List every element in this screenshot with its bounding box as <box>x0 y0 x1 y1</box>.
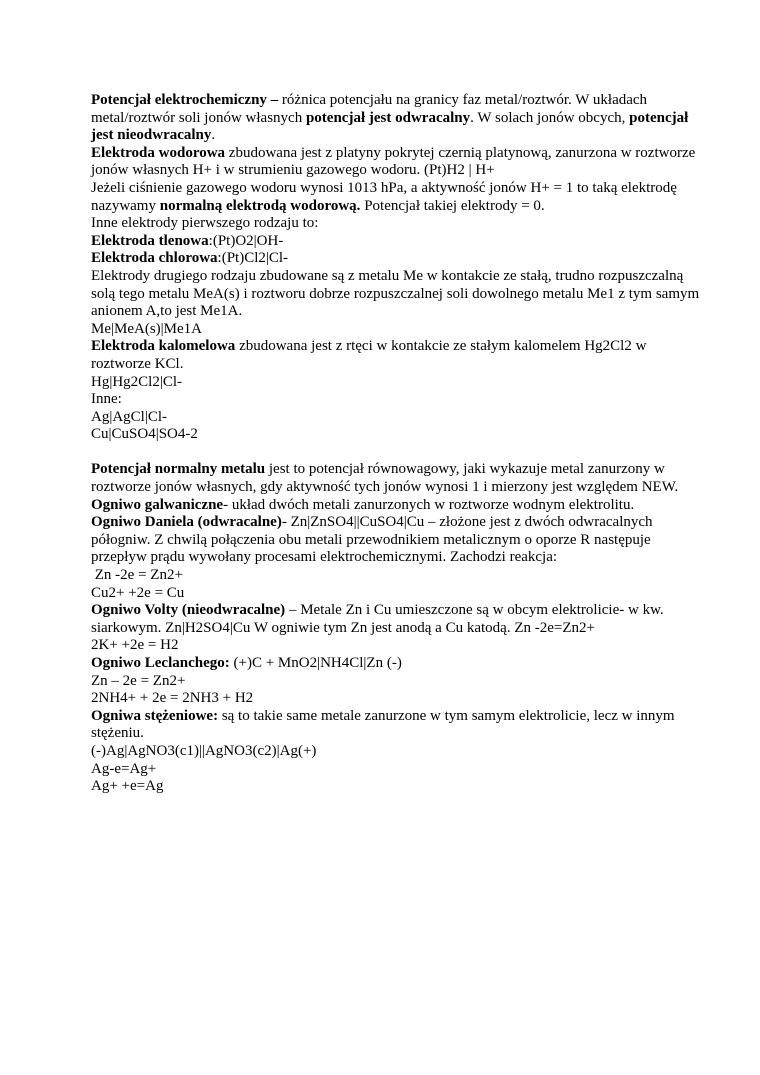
reaction-line: Ag+ +e=Ag <box>91 778 164 795</box>
formula-line: Cu|CuSO4|SO4-2 <box>91 426 198 443</box>
line-first-kind-electrodes: Inne elektrody pierwszego rodzaju to: <box>91 215 319 232</box>
text: są to takie same metale zanurzone w tym samym elektrolicie, lecz w innym stężeniu. <box>91 707 675 742</box>
line-chlorine-electrode <box>91 250 700 268</box>
paragraph-normal-hydrogen-electrode <box>91 180 700 215</box>
reaction-line: Zn – 2e = Zn2+ <box>91 672 186 689</box>
paragraph-electrochemical-potential <box>91 92 700 145</box>
paragraph-hydrogen-electrode <box>91 145 700 180</box>
text: :(Pt)Cl2|Cl- <box>217 250 289 267</box>
text: - Zn|ZnSO4||CuSO4|Cu – złożone jest z dwóch odwracalnych półogniw. Z chwilą połączenia obu metali przewodnikiem metalicznym o oporze R następuje przepływ prądu wywołany procesami elektrochemicznymi. Zachodzi reakcja: <box>91 514 653 566</box>
reaction-line: 2NH4+ + 2e = 2NH3 + H2 <box>91 690 254 707</box>
text: :(Pt)O2|OH- <box>208 232 284 249</box>
formula-line: Ag|AgCl|Cl- <box>91 408 168 425</box>
term-irreversible-potential: potencjał jest nieodwracalny <box>91 109 689 144</box>
term-hydrogen-electrode: Elektroda wodorowa <box>91 144 226 161</box>
term-leclanche-cell: Ogniwo Leclanchego: <box>91 655 230 671</box>
term-daniell-cell: Ogniwo Daniela (odwracalne) <box>91 514 282 531</box>
reaction-line: 2K+ +2e = H2 <box>91 637 179 654</box>
text: - układ dwóch metali zanurzonych w roztworze wodnym elektrolitu. <box>223 496 635 513</box>
paragraph-calomel-electrode <box>91 338 700 373</box>
text: . <box>211 127 216 144</box>
paragraph-leclanche-cell <box>91 655 700 673</box>
term-calomel-electrode: Elektroda kalomelowa <box>91 338 236 355</box>
paragraph-concentration-cells <box>91 708 700 743</box>
text: zbudowana jest z platyny pokrytej czernią platynową, zanurzona w roztworze jonów własnych H+ i w strumieniu gazowego wodoru. (Pt)H2 | H+ <box>91 144 696 179</box>
line-oxygen-electrode <box>91 233 700 251</box>
formula-line: Hg|Hg2Cl2|Cl- <box>91 373 183 390</box>
term-electrochemical-potential: Potencjał elektrochemiczny – <box>91 92 279 108</box>
text: – Metale Zn i Cu umieszczone są w obcym elektrolicie- w kw. siarkowym. Zn|H2SO4|Cu W ogniwie tym Zn jest anodą a Cu katodą. Zn -2e=Zn2+ <box>91 602 664 636</box>
paragraph-volta-cell <box>91 602 700 637</box>
text: zbudowana jest z rtęci w kontakcie ze stałym kalomelem Hg2Cl2 w roztworze KCl. <box>91 338 647 372</box>
term-reversible-potential: potencjał jest odwracalny <box>305 109 471 126</box>
reaction-line: Ag-e=Ag+ <box>91 760 157 777</box>
paragraph-normal-metal-potential <box>91 461 700 496</box>
paragraph-galvanic-cell <box>91 497 700 515</box>
text: (+)C + MnO2|NH4Cl|Zn (-) <box>229 655 402 671</box>
term-normal-metal-potential: Potencjał normalny metalu <box>91 461 266 478</box>
term-chlorine-electrode: Elektroda chlorowa <box>91 250 218 267</box>
term-volta-cell: Ogniwo Volty (nieodwracalne) <box>91 602 286 619</box>
term-concentration-cells: Ogniwa stężeniowe: <box>91 707 219 724</box>
text: różnica potencjału na granicy faz metal/roztwór. W układach metal/roztwór soli jonów własnych <box>91 92 648 126</box>
line-others: Inne: <box>91 391 122 408</box>
text: jest to potencjał równowagowy, jaki wykazuje metal zanurzony w roztworze jonów własnych, gdy aktywność tych jonów wynosi 1 i mierzony jest względem NEW. <box>91 461 679 496</box>
text: Potencjał takiej elektrody = 0. <box>360 197 545 214</box>
formula-line: Me|MeA(s)|Me1A <box>91 320 202 337</box>
reaction-line: Cu2+ +2e = Cu <box>91 584 185 601</box>
term-galvanic-cell: Ogniwo galwaniczne <box>91 496 224 513</box>
paragraph-second-kind-electrodes: Elektrody drugiego rodzaju zbudowane są z metalu Me w kontakcie ze stałą, trudno rozpuszczalną solą tego metalu MeA(s) i roztworu dobrze rozpuszczalnej soli dowolnego metalu Me1 z tym samym anionem A,to jest Me1A. <box>91 267 700 320</box>
blank-line <box>91 444 700 462</box>
text: Jeżeli ciśnienie gazowego wodoru wynosi 1013 hPa, a aktywność jonów H+ = 1 to taką elektrodę nazywamy <box>91 179 677 214</box>
term-oxygen-electrode: Elektroda tlenowa <box>91 232 209 249</box>
text: . W solach jonów obcych, <box>470 109 630 126</box>
reaction-line: Zn -2e = Zn2+ <box>91 567 183 584</box>
term-normal-hydrogen-electrode: normalną elektrodą wodorową. <box>159 197 361 214</box>
formula-line: (-)Ag|AgNO3(c1)||AgNO3(c2)|Ag(+) <box>91 742 317 759</box>
paragraph-daniell-cell <box>91 514 700 567</box>
